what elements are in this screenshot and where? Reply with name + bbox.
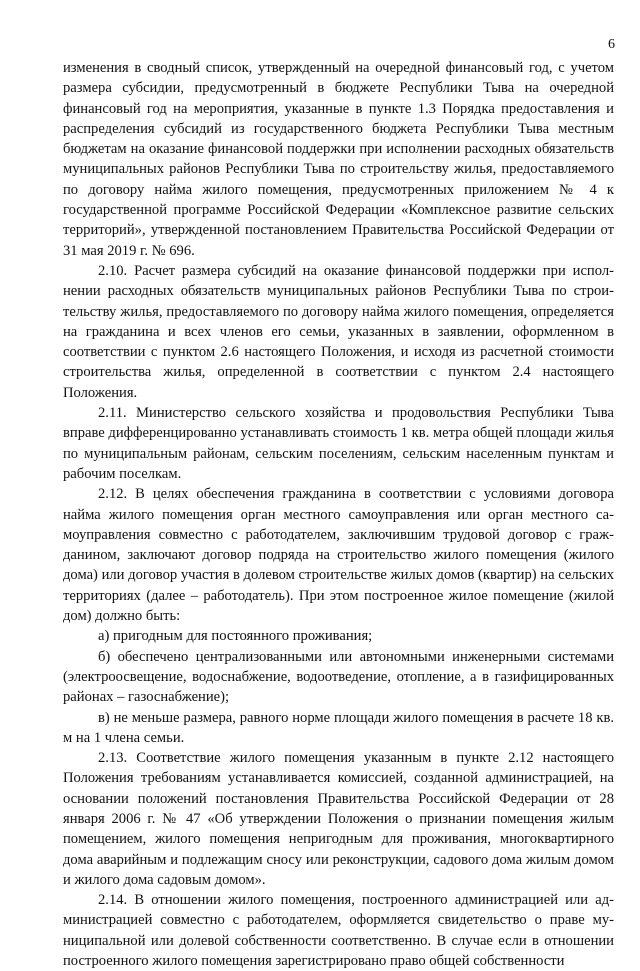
paragraph-2-12-b: б) обеспечено централизованными или автономными инженерными системами (электроосвещение, водоснабжение, водоотведение, отопление, а в газифицированных районах – газоснабжение); <box>63 648 614 706</box>
paragraph-2-12-a: а) пригодным для постоянного проживания; <box>98 628 373 645</box>
paragraph-2-10: 2.10. Расчет размера субсидий на оказание финансовой поддержки при исполнении расходных обязательств муниципальных районов Республики Тыва по строительству жилья, предоставляемого по договору найма жилого помещения, определяется на гражданина и всех членов его семьи, указанных в заявлении, оформленном в соответствии с пунктом 2.6 настоящего Положения, и исходя из расчетной стоимости строительства жилья, определенной в соответствии с пунктом 2.4 настоящего Положения. <box>63 262 614 401</box>
document-body <box>63 58 614 971</box>
page-number: 6 <box>608 37 615 52</box>
paragraph-2-13: 2.13. Соответствие жилого помещения указанным в пункте 2.12 настоящего Положения требованиям устанавливается комиссией, созданной администрацией, на основании положений постановления Правительства Российской Федерации от 28 января 2006 г. № 47 «Об утверждении Положения о признании помещения жилым помещением, жилого помещения непригодным для проживания, многоквартирного дома аварийным и подлежащим сносу или реконструкции, садового дома жилым домом и жилого дома садовым домом». <box>63 750 614 888</box>
paragraph-2-12-v: в) не меньше размера, равного норме площади жилого помещения в расчете 18 кв. м на 1 члена семьи. <box>63 709 614 746</box>
paragraph-2-14: 2.14. В отношении жилого помещения, построенного администрацией или администрацией совместно с работодателем, оформляется свидетельство о праве муниципальной или долевой собственности соответственно. В случае если в отношении построенного жилого помещения зарегистрировано право общей собственности <box>63 892 614 970</box>
paragraph-2-12: 2.12. В целях обеспечения гражданина в соответствии с условиями договора найма жилого помещения орган местного самоуправления или орган местного самоуправления совместно с работодателем, заключившим трудовой договор с гражданином, заключают договор подряда на строительство жилого помещения (жилого дома) или договор участия в долевом строительстве жилых домов (квартир) на сельских территориях (далее – работодатель). При этом построенное жилое помещение (жилой дом) должно быть: <box>63 486 614 625</box>
paragraph-continuation: изменения в сводный список, утвержденный на очередной финансовый год, с учетом размера субсидии, предусмотренный в бюджете Республики Тыва на очередной финансовый год на мероприятия, указанные в пункте 1.3 Порядка предоставления и распределения субсидий из государственного бюджета Республики Тыва местным бюджетам на оказание финансовой поддержки при исполнении расходных обязательств муниципальных районов Республики Тыва по строительству жилья, предоставляемого по договору найма жилого помещения, предусмотренных приложением № 4 к государственной программе Российской Федерации «Комплексное развитие сельских территорий», утвержденной постановлением Правительства Российской Федерации от 31 мая 2019 г. № 696. <box>63 60 614 259</box>
paragraph-2-11: 2.11. Министерство сельского хозяйства и продовольствия Республики Тыва вправе дифференцированно устанавливать стоимость 1 кв. метра общей площади жилья по муниципальным районам, сельским поселениям, сельским населенным пунктам и рабочим поселкам. <box>63 405 615 482</box>
